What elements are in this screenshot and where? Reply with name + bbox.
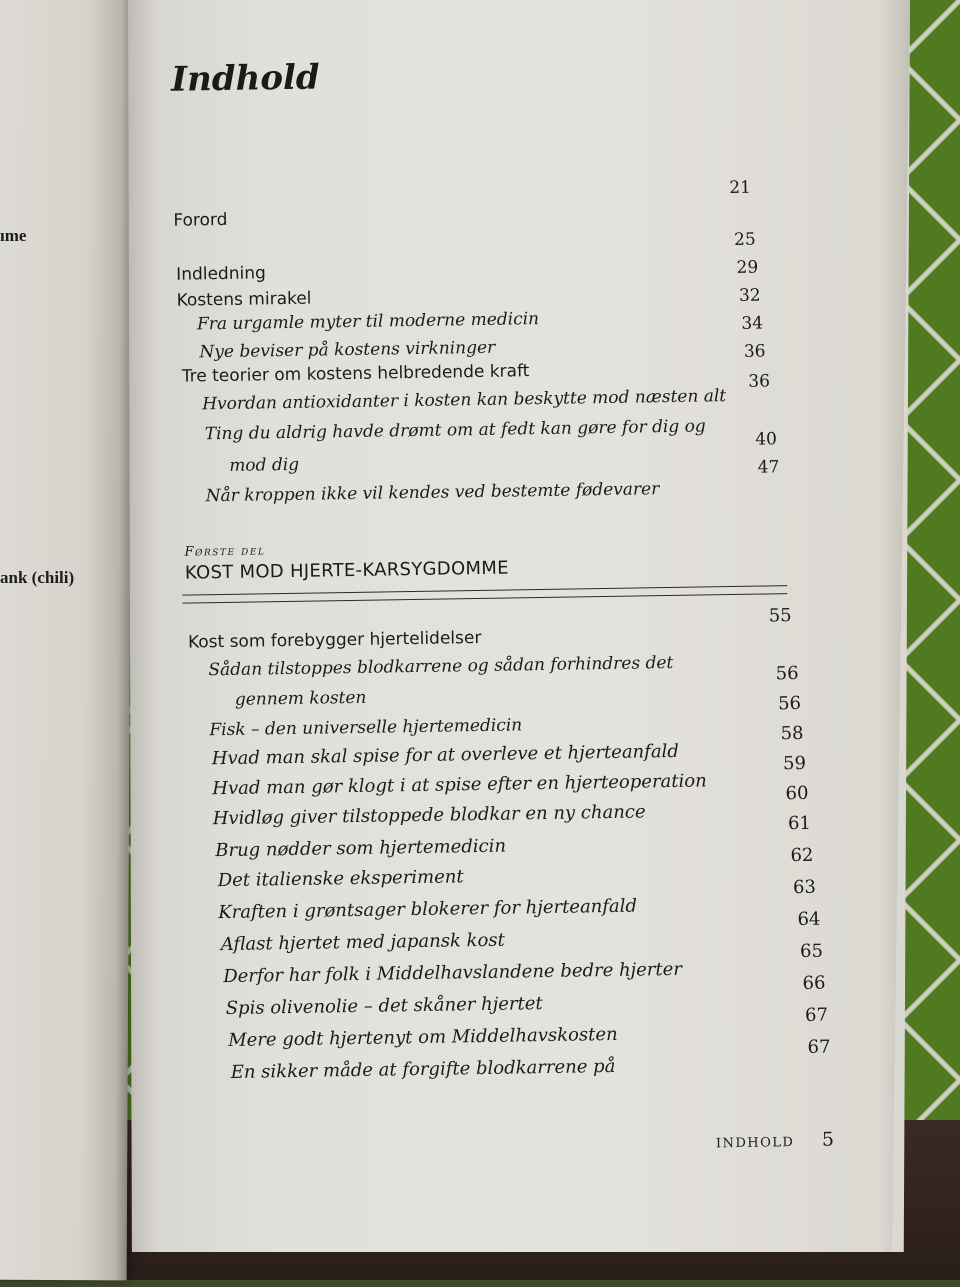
- toc-subentry: Når kroppen ikke vil kendes ved bestemte fødevarer: [205, 479, 660, 507]
- toc-page-number: 55: [768, 605, 792, 627]
- toc-page-number: 32: [738, 285, 761, 306]
- toc-page-number: 56: [775, 663, 799, 685]
- toc-entry: Kostens mirakel: [176, 288, 312, 311]
- toc-page-number: 64: [797, 908, 821, 931]
- toc-subentry: Mere godt hjertenyt om Middelhavskosten: [228, 1023, 618, 1052]
- page-number: 5: [821, 1128, 835, 1151]
- toc-subentry: Hvad man skal spise for at overleve et hjerteanfald: [211, 740, 680, 770]
- toc-entry: Forord: [173, 209, 228, 231]
- toc-page-number: 40: [755, 429, 778, 450]
- toc-page-number: 65: [799, 940, 824, 963]
- toc-subentry: Derfor har folk i Middelhavslandene bedre hjerter: [223, 958, 683, 988]
- divider-bottom: [182, 593, 787, 604]
- toc-subentry-continuation: mod dig: [229, 454, 300, 476]
- toc-subentry: Aflast hjertet med japansk kost: [220, 929, 505, 956]
- toc-entry: Indledning: [176, 263, 266, 285]
- left-page-fragment: ank (chili): [0, 568, 75, 587]
- toc-subentry: Hvidløg giver tilstoppede blodkar en ny chance: [212, 801, 646, 830]
- toc-subentry: Det italienske eksperiment: [217, 866, 464, 892]
- toc-page-number: 34: [741, 313, 764, 334]
- page-title: Indhold: [170, 57, 320, 100]
- toc-subentry-continuation: gennem kosten: [234, 687, 367, 710]
- toc-page-number: 21: [729, 177, 752, 199]
- toc-subentry: Kraften i grøntsager blokerer for hjerteanfald: [218, 895, 638, 924]
- left-page-fragment: ıme: [0, 226, 27, 245]
- toc-subentry: Spis olivenolie – det skåner hjertet: [225, 993, 543, 1020]
- toc-page-number: 29: [736, 257, 759, 278]
- toc-page-number: 67: [804, 1004, 829, 1026]
- running-footer: INDHOLD: [715, 1135, 795, 1152]
- toc-subentry: Brug nødder som hjertemedicin: [215, 835, 507, 862]
- toc-subentry: Nye beviser på kostens virkninger: [199, 337, 496, 363]
- part-label: Første del: [184, 543, 266, 560]
- toc-page-number: 67: [807, 1036, 831, 1058]
- toc-subentry: Sådan tilstoppes blodkarrene og sådan forhindres det: [208, 652, 674, 681]
- toc-page-number: 36: [748, 371, 771, 392]
- part-title: KOST MOD HJERTE-KARSYGDOMME: [184, 557, 509, 584]
- toc-entry: Tre teorier om kostens helbredende kraft: [181, 361, 530, 387]
- toc-page-number: 36: [743, 341, 766, 362]
- toc-subentry: Hvad man gør klogt i at spise efter en hjerteoperation: [212, 770, 707, 800]
- toc-subentry: Ting du aldrig havde drømt om at fedt kan gøre for dig og: [204, 416, 706, 445]
- toc-page-number: 58: [780, 722, 804, 745]
- toc-page-number: 47: [757, 457, 780, 478]
- toc-page-number: 56: [777, 692, 802, 715]
- toc-page-number: 61: [787, 812, 812, 835]
- toc-subentry: Fisk – den universelle hjertemedicin: [209, 715, 523, 741]
- toc-page-number: 63: [792, 876, 817, 899]
- toc-page-number: 66: [802, 972, 826, 994]
- toc-page-number: 60: [785, 782, 809, 805]
- toc-subentry: Hvordan antioxidanter i kosten kan beskytte mod næsten alt: [202, 386, 727, 415]
- toc-page-number: 25: [733, 229, 756, 250]
- toc-subentry: En sikker måde at forgifte blodkarrene på: [230, 1055, 616, 1083]
- toc-page-number: 59: [782, 752, 807, 775]
- toc-entry: Kost som forebygger hjertelidelser: [187, 627, 482, 653]
- toc-page-number: 62: [790, 844, 814, 867]
- toc-subentry: Fra urgamle myter til moderne medicin: [196, 309, 540, 335]
